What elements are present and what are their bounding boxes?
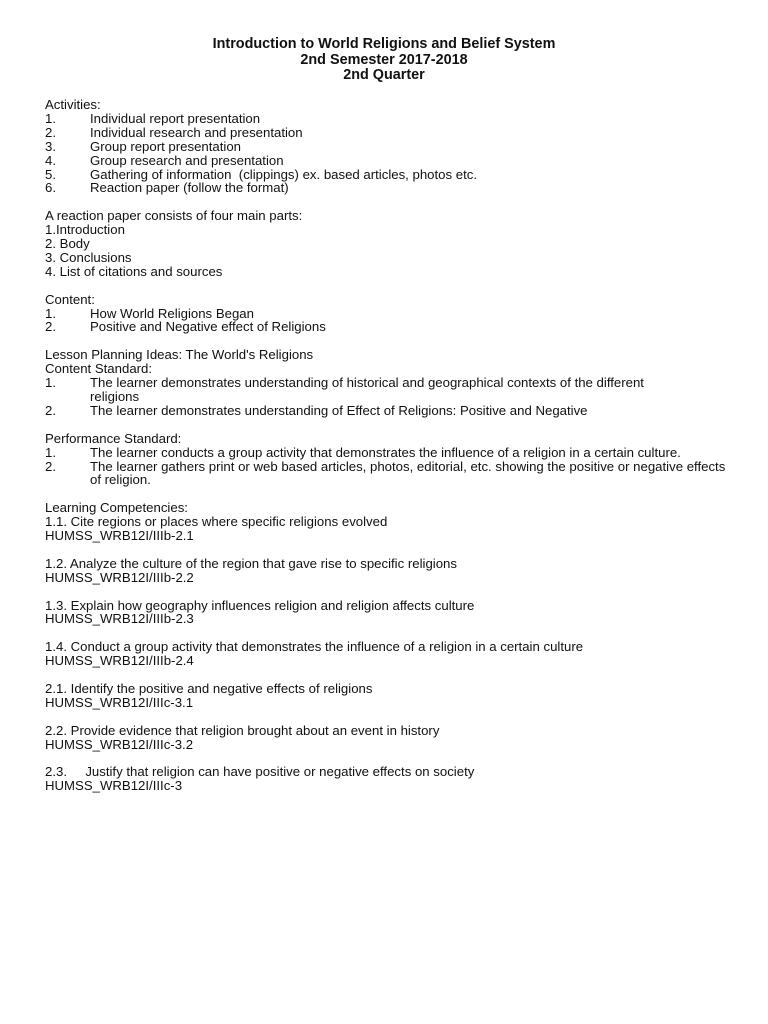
- learning-competencies-section: [45, 501, 745, 793]
- activities-section: [45, 98, 745, 195]
- list-item: [45, 320, 745, 334]
- item-text: Gathering of information (clippings) ex. based articles, photos etc.: [90, 166, 478, 182]
- document-title: Introduction to World Religions and Belief System: [212, 36, 556, 52]
- competency-text: 1.4. Conduct a group activity that demonstrates the influence of a religion in a certain culture: [45, 639, 584, 655]
- list-item: [45, 112, 745, 126]
- competency-text: 2.1. Identify the positive and negative effects of religions: [45, 680, 373, 696]
- item-number: 1.: [45, 110, 56, 126]
- item-text: The learner demonstrates understanding of Effect of Religions: Positive and Negative: [90, 402, 588, 418]
- list-item: [45, 126, 745, 140]
- competency-code: HUMSS_WRB12I/IIIc-3: [45, 778, 183, 794]
- reaction-paper-heading: A reaction paper consists of four main parts:: [45, 208, 303, 224]
- item-text: How World Religions Began: [90, 305, 254, 321]
- item-number: 2.: [45, 124, 56, 140]
- competency-code: HUMSS_WRB12I/IIIc-3.2: [45, 736, 194, 752]
- item-number: 1.: [45, 444, 56, 460]
- item-number: 2.: [45, 402, 56, 418]
- list-item: [45, 154, 745, 168]
- performance-standard-section: [45, 432, 745, 488]
- competency-code: HUMSS_WRB12I/IIIb-2.1: [45, 528, 194, 544]
- list-item: [45, 460, 745, 488]
- list-item: [45, 168, 745, 182]
- item-text: Individual research and presentation: [90, 124, 303, 140]
- item-text: The learner gathers print or web based articles, photos, editorial, etc. showing the positive or negative effects of religion.: [90, 458, 726, 488]
- item-text: The learner conducts a group activity that demonstrates the influence of a religion in a certain culture.: [90, 444, 681, 460]
- item-number: 2.: [45, 458, 56, 474]
- semester-line: 2nd Semester 2017-2018: [300, 51, 468, 68]
- list-item: [45, 140, 745, 154]
- competency-code: HUMSS_WRB12I/IIIb-2.4: [45, 653, 194, 669]
- competency-text: 1.3. Explain how geography influences religion and religion affects culture: [45, 597, 475, 613]
- item-text: Group report presentation: [90, 138, 242, 154]
- competency-code: HUMSS_WRB12I/IIIb-2.3: [45, 611, 194, 627]
- list-item: 1.Introduction: [45, 222, 125, 238]
- competency-code: HUMSS_WRB12I/IIIb-2.2: [45, 569, 194, 585]
- performance-standard-heading: Performance Standard:: [45, 430, 182, 446]
- item-text: Individual report presentation: [90, 110, 261, 126]
- activities-heading: Activities:: [45, 97, 101, 112]
- list-item: [45, 446, 745, 460]
- content-standard-heading: Content Standard:: [45, 361, 153, 377]
- content-section: [45, 293, 745, 335]
- item-text: The learner demonstrates understanding of historical and geographical contexts of the different religions: [90, 375, 644, 404]
- list-item: [45, 307, 745, 321]
- document-header: [0, 37, 768, 84]
- item-text: Positive and Negative effect of Religions: [90, 319, 326, 335]
- list-item: [45, 404, 745, 418]
- item-text: Group research and presentation: [90, 152, 284, 168]
- competency-text: 1.2. Analyze the culture of the region that gave rise to specific religions: [45, 555, 457, 571]
- item-number: 1.: [45, 305, 56, 321]
- lesson-planning-section: [45, 348, 745, 418]
- item-number: 2.: [45, 319, 56, 335]
- list-item: [45, 181, 745, 195]
- learning-competencies-heading: Learning Competencies:: [45, 500, 188, 516]
- document-body: [45, 98, 745, 793]
- list-item: 4. List of citations and sources: [45, 263, 223, 279]
- competency-text: 2.2. Provide evidence that religion brought about an event in history: [45, 722, 440, 738]
- reaction-paper-section: [45, 209, 745, 279]
- competency-text: 2.3. Justify that religion can have positive or negative effects on society: [45, 764, 475, 780]
- content-heading: Content:: [45, 291, 95, 307]
- item-number: 1.: [45, 375, 56, 391]
- lesson-planning-heading: Lesson Planning Ideas: The World's Religions: [45, 347, 314, 363]
- item-number: 4.: [45, 152, 56, 168]
- competency-text: 1.1. Cite regions or places where specific religions evolved: [45, 514, 388, 530]
- list-item: [45, 376, 745, 404]
- quarter-line: 2nd Quarter: [343, 67, 425, 83]
- item-text: Reaction paper (follow the format): [90, 180, 289, 196]
- list-item: 3. Conclusions: [45, 249, 132, 265]
- list-item: 2. Body: [45, 236, 90, 252]
- item-number: 3.: [45, 138, 56, 154]
- item-number: 6.: [45, 180, 56, 196]
- competency-code: HUMSS_WRB12I/IIIc-3.1: [45, 694, 194, 710]
- item-number: 5.: [45, 166, 56, 182]
